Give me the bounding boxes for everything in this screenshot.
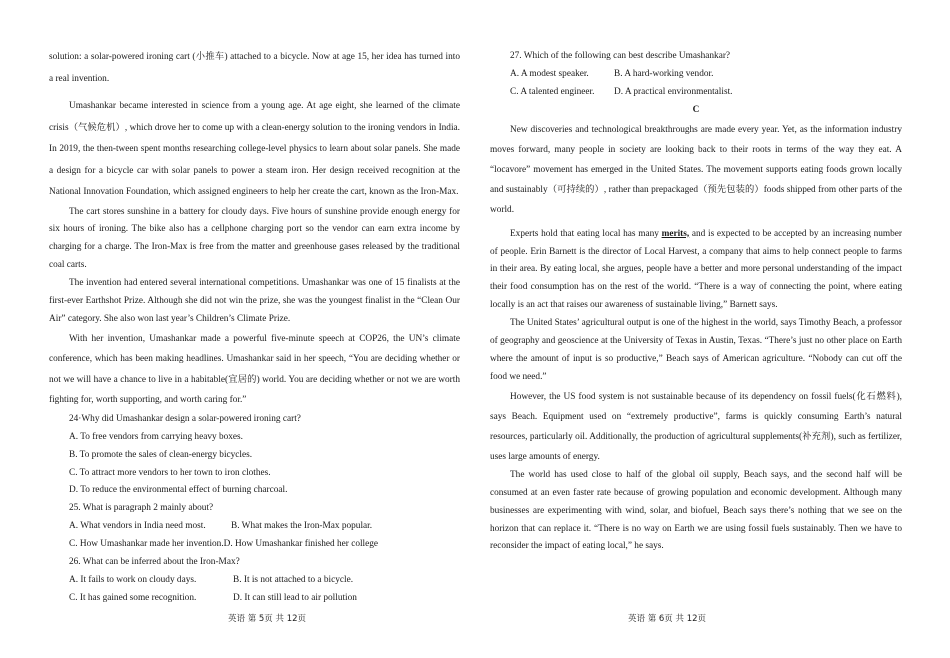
question-27: 27. Which of the following can best describe Umashankar? bbox=[510, 51, 731, 61]
page-footer-right: 英语 第 6页 共 12页 bbox=[628, 614, 707, 624]
page-footer-left: 英语 第 5页 共 12页 bbox=[228, 614, 307, 624]
right-column bbox=[490, 48, 902, 556]
option-25b: B. What makes the Iron-Max popular. bbox=[231, 521, 373, 532]
option-27b: B. A hard-working vendor. bbox=[614, 68, 714, 79]
option-26c: C. It has gained some recognition. bbox=[69, 592, 197, 603]
question-26: 26. What can be inferred about the Iron-Max? bbox=[69, 557, 240, 568]
options-25-row-1 bbox=[69, 518, 460, 536]
option-24a: A. To free vendors from carrying heavy boxes. bbox=[69, 431, 243, 442]
options-27-row-2 bbox=[510, 84, 902, 102]
passage-b-paragraph-1-end: solution: a solar-powered ironing cart (小推车) attached to a bicycle. Now at age 15, her idea has turned into a real invention. bbox=[49, 52, 460, 84]
passage-b-paragraph-2: Umashankar became interested in science from a young age. At age eight, she learned of the climate crisis（气候危机）, which drove her to come up with a clean-energy solution to the ironing vendors in India. In 2019, the then-tween spent months researching college-level physics to learn about solar panels. She made a design for a bicycle car with solar panels to power a steam iron. Her design received recognition at the National Innovation Foundation, which assigned engineers to help her create the cart, known as the Iron-Max. bbox=[49, 101, 460, 197]
option-27c: C. A talented engineer. bbox=[510, 86, 595, 97]
passage-c-paragraph-1: New discoveries and technological breakthroughs are made every year. Yet, as the information industry moves forward, many people in society are looking back to their roots in terms of the way they eat. A “locavore” movement has emerged in the United States. The movement supports eating foods grown locally and sustainably（可持续的）, rather than prepackaged（预先包装的）foods shipped from other parts of the world. bbox=[490, 124, 902, 215]
passage-c-paragraph-2 bbox=[490, 226, 902, 316]
passage-c-paragraph-3: The United States’ agricultural output is one of the highest in the world, says Timothy Beach, a professor of geography and geoscience at the University of Texas in Austin, Texas. “There’s just no other place on Earth where the amount of input is so productive,” Beach says of American agriculture. “Nobody can cut off the food we need.” bbox=[490, 318, 902, 382]
passage-b-paragraph-3: The cart stores sunshine in a battery for cloudy days. Five hours of sunshine provide enough energy for six hours of ironing. The bike also has a cellphone charging port so the vendor can earn extra income by charging for a charge. The Iron-Max is free from the matter and greenhouse gases released by the traditional coal carts. bbox=[49, 206, 460, 271]
section-heading-c: C bbox=[692, 104, 700, 115]
question-25: 25. What is paragraph 2 mainly about? bbox=[69, 503, 214, 514]
question-24: 24·Why did Umashankar design a solar-powered ironing cart? bbox=[69, 413, 301, 424]
option-25c: C. How Umashankar made her invention. bbox=[69, 539, 224, 550]
options-26-row-2 bbox=[69, 590, 460, 608]
option-25d: D. How Umashankar finished her college bbox=[223, 539, 379, 550]
passage-b-paragraph-5: With her invention, Umashankar made a powerful five-minute speech at COP26, the UN’s climate conference, which has been making headlines. Umashankar said in her speech, “You are deciding whether or not we will have a chance to live in a habitable(宜居的) world. You are deciding whether or not we are worth fighting for, worth supporting, and worth caring for.” bbox=[49, 333, 460, 406]
paragraph-2-start: Experts hold that eating local has many bbox=[510, 228, 662, 239]
options-27-row-1 bbox=[510, 66, 902, 84]
passage-b-paragraph-4: The invention had entered several international competitions. Umashankar was one of 15 finalists at the first-ever Earthshot Prize. Although she did not win the prize, she was the youngest finalist in the “Clean Our Air” category. She also won last year’s Children’s Climate Prize. bbox=[49, 278, 460, 324]
passage-c-paragraph-5: The world has used close to half of the global oil supply, Beach says, and the second half will be consumed at an even faster rate because of growing population and economic development. Although many businesses are experimenting with wind, solar, and biofuel, Beach says there’s nothing that we see on the horizon that can replace it. “There is no way on Earth we are using fossil fuels sustainably. Then we have to reconsider the impact of eating local,” he says. bbox=[490, 469, 902, 552]
option-24c: C. To attract more vendors to her town to iron clothes. bbox=[69, 467, 271, 478]
option-25a: A. What vendors in India need most. bbox=[69, 521, 206, 532]
option-24d: D. To reduce the environmental effect of burning charcoal. bbox=[69, 485, 288, 496]
options-26-row-1 bbox=[69, 572, 460, 590]
option-26a: A. It fails to work on cloudy days. bbox=[69, 575, 197, 585]
underlined-word-merits: merits, bbox=[661, 228, 690, 239]
option-27a: A. A modest speaker. bbox=[510, 68, 589, 79]
option-26d: D. It can still lead to air pollution bbox=[233, 592, 357, 603]
passage-c-paragraph-4: However, the US food system is not sustainable because of its dependency on fossil fuels(化石燃料), says Beach. Equipment used on “extremely productive”, farms is quickly consuming Earth’s natural resources, particularly oil. Additionally, the production of agricultural supplements(补充剂), such as fertilizer, uses large amounts of energy. bbox=[490, 391, 902, 462]
paragraph-2-rest: and is expected to be accepted by an increasing number of people. Erin Barnett is the director of Local Harvest, a company that aims to help connect people to farms in their area. By eating local, she argues, people have a better and more personal understanding of the impact their food consumption has on the rest of the world. “There is a way of connecting the point, where eating locally is an act that raises our awareness of sustainable living,” Barnett says. bbox=[490, 228, 903, 311]
option-27d: D. A practical environmentalist. bbox=[614, 86, 733, 97]
left-column bbox=[49, 46, 460, 608]
option-24b: B. To promote the sales of clean-energy bicycles. bbox=[69, 449, 253, 460]
options-25-row-2 bbox=[69, 536, 460, 554]
option-26b: B. It is not attached to a bicycle. bbox=[233, 575, 354, 585]
